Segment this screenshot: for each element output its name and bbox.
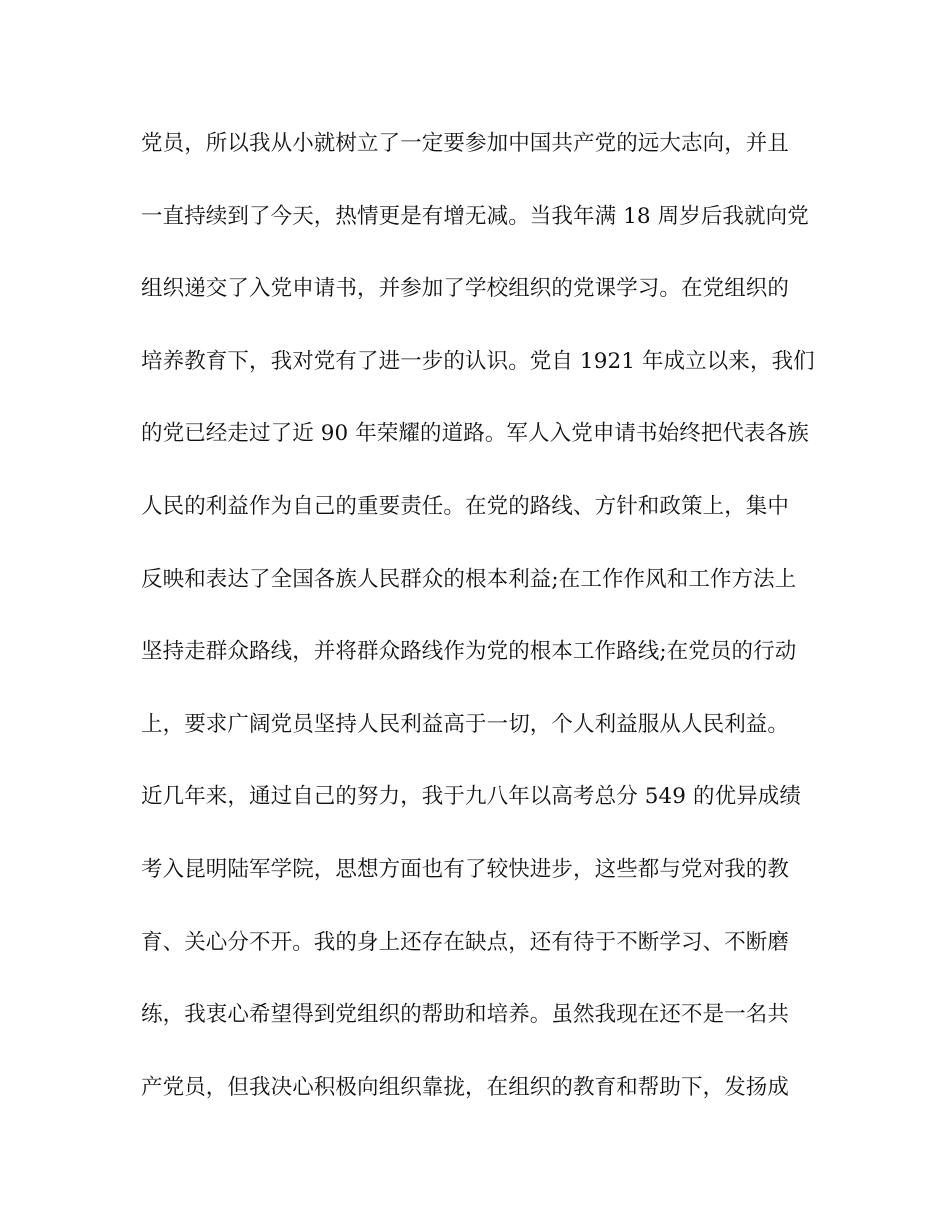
text-line: 培养教育下，我对党有了进一步的认识。党自 1921 年成立以来，我们 xyxy=(141,348,815,374)
text-line: 上，要求广阔党员坚持人民利益高于一切，个人利益服从人民利益。 xyxy=(141,711,790,737)
text-line: 练，我衷心希望得到党组织的帮助和培养。虽然我现在还不是一名共 xyxy=(141,1002,790,1028)
text-line: 坚持走群众路线，并将群众路线作为党的根本工作路线;在党员的行动 xyxy=(141,639,797,665)
text-line: 的党已经走过了近 90 年荣耀的道路。军人入党申请书始终把代表各族 xyxy=(141,421,809,447)
text-line: 考入昆明陆军学院，思想方面也有了较快进步，这些都与党对我的教 xyxy=(141,856,790,882)
text-line: 反映和表达了全国各族人民群众的根本利益;在工作作风和工作方法上 xyxy=(141,566,797,592)
text-line: 人民的利益作为自己的重要责任。在党的路线、方针和政策上，集中 xyxy=(141,493,790,519)
text-line: 党员，所以我从小就树立了一定要参加中国共产党的远大志向，并且 xyxy=(141,131,790,156)
body-text xyxy=(141,124,821,1140)
text-line: 一直持续到了今天，热情更是有增无减。当我年满 18 周岁后我就向党 xyxy=(141,203,809,229)
text-line: 产党员，但我决心积极向组织靠拢，在组织的教育和帮助下，发扬成 xyxy=(141,1074,790,1100)
text-line: 近几年来，通过自己的努力，我于九八年以高考总分 549 的优异成绩 xyxy=(141,784,802,810)
text-line: 育、关心分不开。我的身上还存在缺点，还有待于不断学习、不断磨 xyxy=(141,929,790,955)
text-line: 组织递交了入党申请书，并参加了学校组织的党课学习。在党组织的 xyxy=(141,276,790,302)
